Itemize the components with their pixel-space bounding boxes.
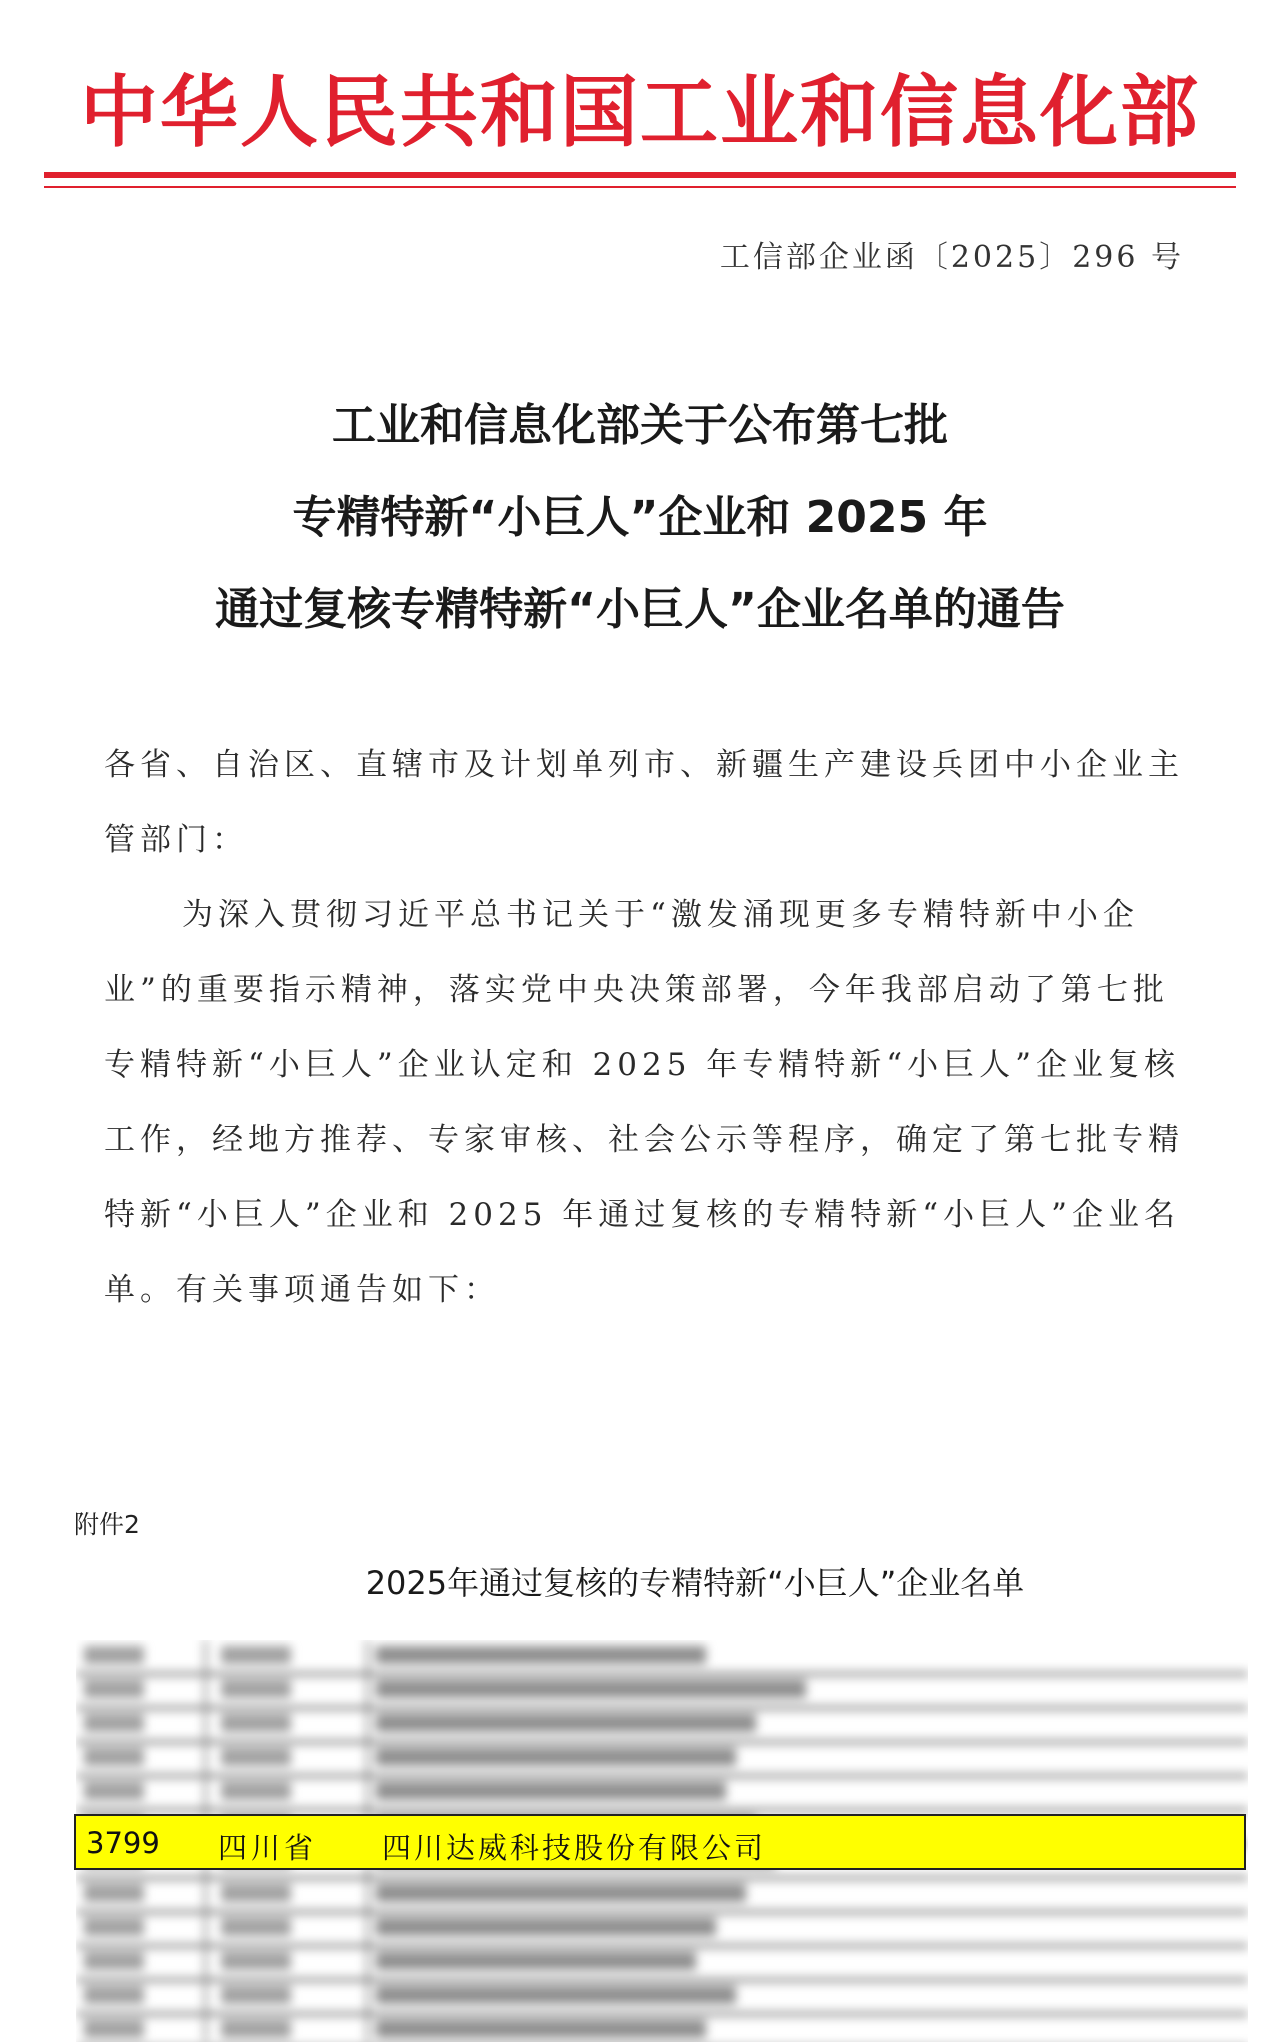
title-line-3: 通过复核专精特新“小巨人”企业名单的通告 [215,584,1065,635]
attachment-label: 附件2 [74,1510,140,1539]
blurred-cell [84,1680,144,1698]
masthead-title: 中华人民共和国工业和信息化部 [79,68,1200,158]
blurred-row [76,1674,1248,1710]
notice-title [0,380,1280,656]
row-company: 四川达威科技股份有限公司 [382,1831,767,1865]
blurred-row [76,1980,1248,2016]
blurred-row [76,1878,1248,1914]
row-number: 3799 [86,1826,160,1860]
blurred-row [76,1946,1248,1982]
blurred-cell [221,1884,291,1902]
blurred-cell [376,1680,806,1698]
blurred-cell [376,1782,726,1800]
masthead-rule-thick [44,172,1236,178]
document-number: 工信部企业函〔2025〕296 号 [719,240,1184,275]
blurred-cell [221,1782,291,1800]
blurred-row [76,2014,1248,2042]
blurred-cell [376,1986,736,2004]
blurred-cell [221,1986,291,2004]
blurred-cell [84,2020,144,2038]
list-title: 2025年通过复核的专精特新“小巨人”企业名单 [365,1564,1025,1602]
blurred-cell [84,1646,144,1664]
blurred-cell [376,1918,716,1936]
title-line-1: 工业和信息化部关于公布第七批 [332,400,948,451]
blurred-cell [221,1952,291,1970]
salutation: 各省、自治区、直辖市及计划单列市、新疆生产建设兵团中小企业主管部门： [104,747,1184,858]
blurred-cell [84,1986,144,2004]
blurred-cell [84,1714,144,1732]
blurred-cell [221,1646,291,1664]
blurred-cell [376,1646,706,1664]
blurred-cell [221,1748,291,1766]
blurred-row [76,1776,1248,1812]
blurred-cell [221,2020,291,2038]
blurred-cell [221,1680,291,1698]
blurred-row [76,1742,1248,1778]
blurred-row [76,1912,1248,1948]
blurred-row [76,1708,1248,1744]
blurred-cell [84,1782,144,1800]
blurred-cell [376,1748,736,1766]
blurred-cell [84,1748,144,1766]
highlighted-row [74,1814,1246,1870]
masthead-rule-thin [44,186,1236,188]
blurred-cell [376,1952,696,1970]
blurred-cell [376,1714,756,1732]
row-province: 四川省 [218,1831,318,1865]
blurred-cell [221,1714,291,1732]
blurred-cell [84,1952,144,1970]
blurred-cell [376,2020,706,2038]
title-line-2: 专精特新“小巨人”企业和 2025 年 [292,492,988,543]
blurred-cell [84,1884,144,1902]
blurred-cell [376,1884,746,1902]
notice-body [104,728,1194,1328]
body-paragraph: 为深入贯彻习近平总书记关于“激发涌现更多专精特新中小企业”的重要指示精神，落实党中央决策部署，今年我部启动了第七批专精特新“小巨人”企业认定和 2025 年专精特新“小巨人”企业复核工作，经地方推荐、专家审核、社会公示等程序，确定了第七批专精特新“小巨人”企业和 2025 年通过复核的专精特新“小巨人”企业名单。有关事项通告如下： [104,897,1184,1308]
blurred-row [76,1640,1248,1676]
blurred-cell [221,1918,291,1936]
blurred-cell [84,1918,144,1936]
